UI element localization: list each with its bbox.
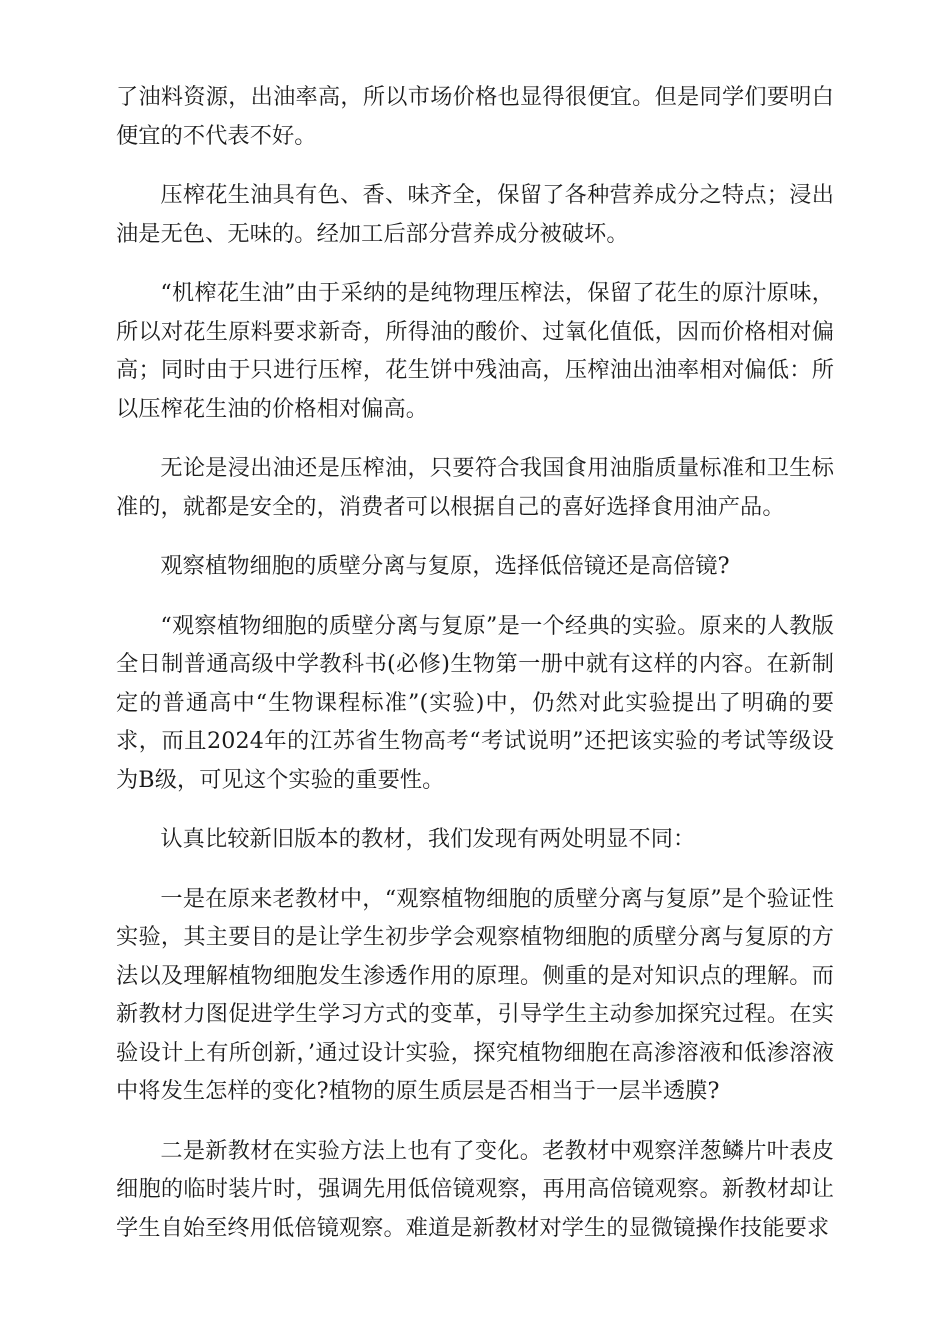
- paragraph-9: 二是新教材在实验方法上也有了变化。老教材中观察洋葱鳞片叶表皮细胞的临时装片时，强调先用低倍镜观察，再用高倍镜观察。新教材却让学生自始至终用低倍镜观察。难道是新教材对学生的显微镜操作技能要求: [116, 1137, 834, 1241]
- paragraph-6: “观察植物细胞的质壁分离与复原”是一个经典的实验。原来的人教版全日制普通高级中学教科书(必修)生物第一册中就有这样的内容。在新制定的普通高中“生物课程标准”(实验)中，仍然对此实验提出了明确的要求，而且2024年的江苏省生物高考“考试说明”还把该实验的考试等级设为B级，可见这个实验的重要性。: [116, 612, 834, 793]
- paragraph-8: 一是在原来老教材中，“观察植物细胞的质壁分离与复原”是个验证性实验，其主要目的是让学生初步学会观察植物细胞的质壁分离与复原的方法以及理解植物细胞发生渗透作用的原理。侧重的是对知识点的理解。而新教材力图促进学生学习方式的变革，引导学生主动参加探究过程。在实验设计上有所创新，’通过设计实验，探究植物细胞在高渗溶液和低渗溶液中将发生怎样的变化?植物的原生质层是否相当于一层半透膜?: [116, 885, 834, 1104]
- paragraph-3: “机榨花生油”由于采纳的是纯物理压榨法，保留了花生的原汁原味，所以对花生原料要求新奇，所得油的酸价、过氧化值低，因而价格相对偏高；同时由于只进行压榨，花生饼中残油高，压榨油出油率相对偏低：所以压榨花生油的价格相对偏高。: [116, 280, 834, 422]
- section-heading: 观察植物细胞的质壁分离与复原，选择低倍镜还是高倍镜?: [160, 553, 730, 579]
- paragraph-2: 压榨花生油具有色、香、味齐全，保留了各种营养成分之特点；浸出油是无色、无味的。经加工后部分营养成分被破坏。: [116, 182, 834, 247]
- paragraph-1: 了油料资源，出油率高，所以市场价格也显得很便宜。但是同学们要明白便宜的不代表不好。: [116, 84, 834, 149]
- document-body: [116, 78, 834, 1268]
- paragraph-7: 认真比较新旧版本的教材，我们发现有两处明显不同：: [160, 826, 696, 852]
- paragraph-4: 无论是浸出油还是压榨油，只要符合我国食用油脂质量标准和卫生标准的，就都是安全的，消费者可以根据自己的喜好选择食用油产品。: [116, 455, 834, 520]
